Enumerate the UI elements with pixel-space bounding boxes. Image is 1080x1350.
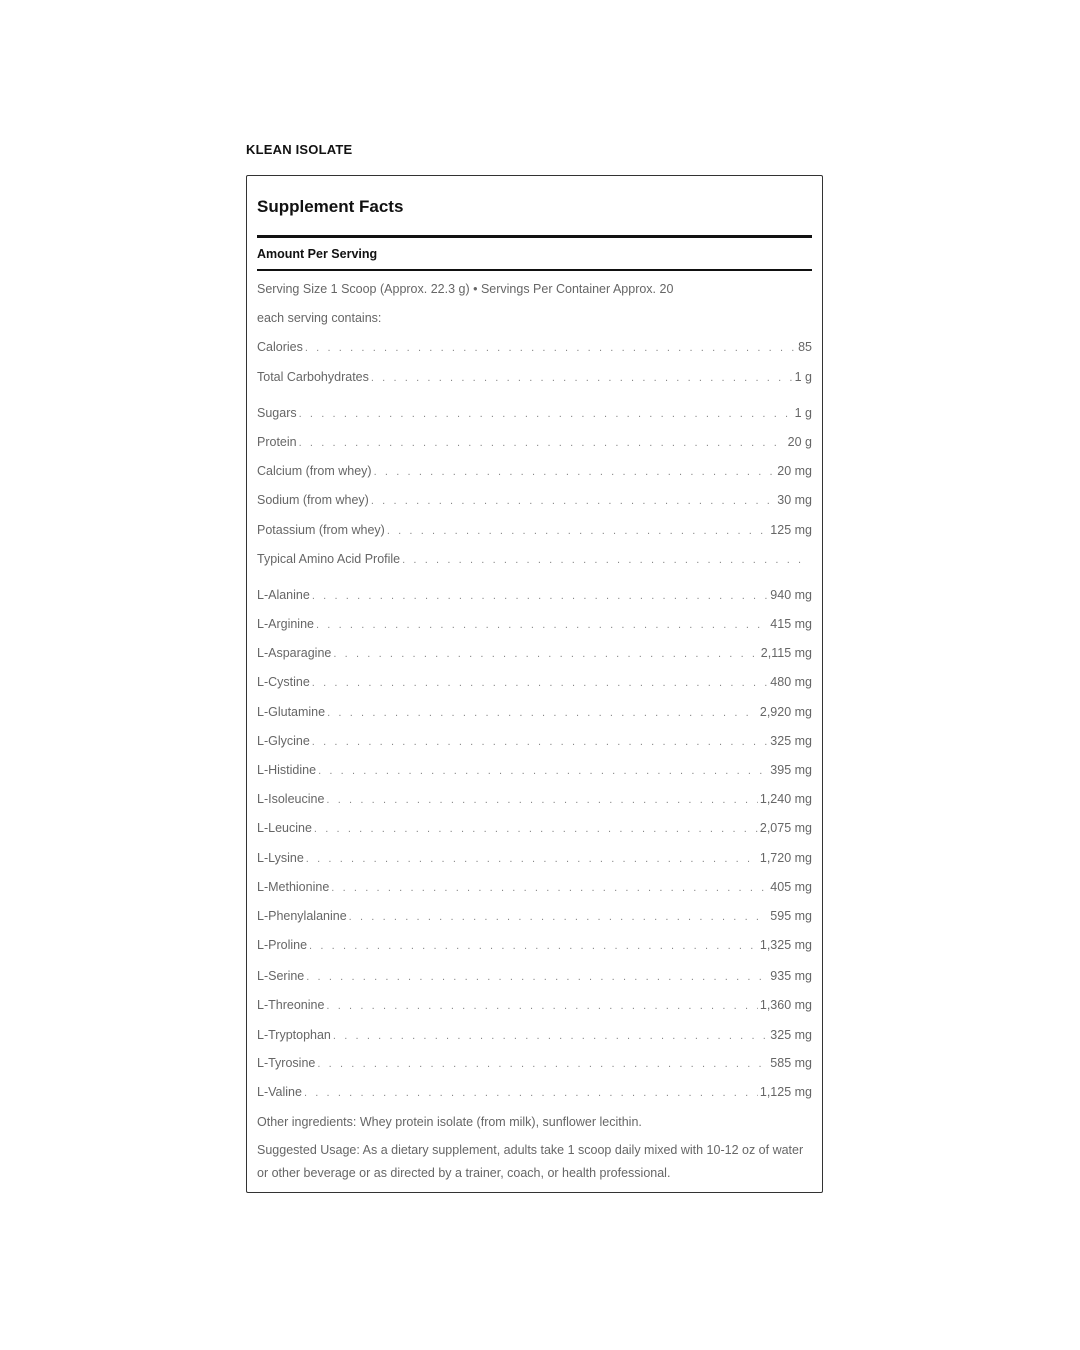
nutrient-label: Calories — [257, 340, 303, 354]
amino-acid-label: L-Valine — [257, 1085, 302, 1099]
dot-leader — [305, 340, 796, 356]
amino-acid-row — [257, 587, 812, 603]
nutrient-label: Total Carbohydrates — [257, 370, 369, 384]
nutrient-row — [257, 551, 812, 567]
dot-leader — [326, 792, 757, 808]
amino-acid-label: L-Glutamine — [257, 705, 326, 719]
dot-leader — [371, 370, 793, 386]
nutrient-row — [257, 522, 812, 538]
amino-acid-value: 935 mg — [770, 969, 812, 983]
amino-acid-row — [257, 1027, 812, 1043]
amino-acid-value: 2,920 mg — [759, 705, 812, 719]
amino-acid-label: L-Isoleucine — [257, 792, 325, 806]
suggested-usage: Suggested Usage: As a dietary supplement, adults take 1 scoop daily mixed with 10-12 oz of water or other beverage or as directed by a trainer, coach, or health professional. — [257, 1143, 804, 1180]
amount-per-serving-header: Amount Per Serving — [257, 247, 378, 261]
nutrient-row — [257, 369, 812, 385]
amino-acid-value: 1,325 mg — [759, 938, 812, 952]
nutrient-label: Potassium (from whey) — [257, 523, 385, 537]
thin-divider — [257, 269, 812, 271]
dot-leader — [312, 588, 768, 604]
nutrient-value: 30 mg — [777, 493, 812, 507]
amino-acid-row — [257, 997, 812, 1013]
dot-leader — [333, 1028, 768, 1044]
dot-leader — [304, 1085, 758, 1101]
nutrient-row — [257, 434, 812, 450]
dot-leader — [333, 646, 758, 662]
other-ingredients: Other ingredients: Whey protein isolate (from milk), sunflower lecithin. — [257, 1115, 642, 1129]
amino-acid-row — [257, 820, 812, 836]
amino-acid-row — [257, 850, 812, 866]
amino-acid-value: 395 mg — [770, 763, 812, 777]
nutrient-value: 125 mg — [770, 523, 812, 537]
amino-acid-row — [257, 791, 812, 807]
amino-acid-value: 940 mg — [770, 588, 812, 602]
nutrient-row — [257, 492, 812, 508]
amino-acid-label: L-Histidine — [257, 763, 317, 777]
amino-acid-value: 480 mg — [770, 675, 812, 689]
nutrient-label: Protein — [257, 435, 297, 449]
amino-acid-row — [257, 908, 812, 924]
amino-acid-value: 1,240 mg — [759, 792, 812, 806]
nutrient-label: Sodium (from whey) — [257, 493, 369, 507]
dot-leader — [349, 909, 769, 925]
amino-acid-row — [257, 704, 812, 720]
dot-leader — [312, 675, 769, 691]
amino-acid-value: 595 mg — [770, 909, 812, 923]
dot-leader — [299, 435, 786, 451]
amino-acid-label: L-Serine — [257, 969, 305, 983]
facts-title: Supplement Facts — [257, 197, 404, 216]
dot-leader — [326, 998, 757, 1014]
amino-acid-label: L-Leucine — [257, 821, 312, 835]
dot-leader — [306, 969, 768, 985]
nutrient-value: 20 g — [787, 435, 812, 449]
dot-leader — [316, 617, 768, 633]
amino-acid-label: L-Glycine — [257, 734, 310, 748]
amino-acid-label: L-Tryptophan — [257, 1028, 331, 1042]
nutrient-value: 1 g — [794, 370, 812, 384]
amino-acid-row — [257, 674, 812, 690]
amino-acid-row — [257, 937, 812, 953]
nutrient-row — [257, 339, 812, 355]
nutrient-label: Calcium (from whey) — [257, 464, 372, 478]
amino-acid-label: L-Lysine — [257, 851, 304, 865]
amino-acid-value: 2,115 mg — [760, 646, 812, 660]
amino-acid-row — [257, 645, 812, 661]
dot-leader — [317, 1056, 768, 1072]
amino-acid-row — [257, 1084, 812, 1100]
dot-leader — [299, 406, 793, 422]
amino-acid-label: L-Tyrosine — [257, 1056, 316, 1070]
amino-acid-row — [257, 733, 812, 749]
amino-acid-row — [257, 762, 812, 778]
amino-acid-label: L-Proline — [257, 938, 308, 952]
dot-leader — [314, 821, 758, 837]
amino-acid-label: L-Arginine — [257, 617, 314, 631]
dot-leader — [402, 552, 810, 568]
amino-acid-label: L-Alanine — [257, 588, 310, 602]
each-serving-label: each serving contains: — [257, 311, 382, 325]
nutrient-row — [257, 405, 812, 421]
amino-acid-value: 585 mg — [770, 1056, 812, 1070]
dot-leader — [371, 493, 775, 509]
amino-acid-row — [257, 616, 812, 632]
dot-leader — [387, 523, 768, 539]
product-name: KLEAN ISOLATE — [246, 142, 353, 157]
amino-acid-value: 1,720 mg — [759, 851, 812, 865]
amino-acid-value: 415 mg — [770, 617, 812, 631]
dot-leader — [309, 938, 758, 954]
nutrient-value: 1 g — [794, 406, 812, 420]
nutrient-value: 20 mg — [777, 464, 812, 478]
amino-acid-label: L-Methionine — [257, 880, 330, 894]
amino-acid-row — [257, 968, 812, 984]
dot-leader — [327, 705, 758, 721]
dot-leader — [318, 763, 768, 779]
thick-divider — [257, 235, 812, 238]
amino-acid-value: 325 mg — [770, 1028, 812, 1042]
amino-acid-row — [257, 1055, 812, 1071]
nutrient-label: Sugars — [257, 406, 297, 420]
nutrient-row — [257, 463, 812, 479]
amino-acid-value: 1,360 mg — [759, 998, 812, 1012]
supplement-facts-panel — [246, 175, 823, 1193]
nutrient-label: Typical Amino Acid Profile — [257, 552, 401, 566]
amino-acid-value: 2,075 mg — [759, 821, 812, 835]
amino-acid-label: L-Cystine — [257, 675, 310, 689]
amino-acid-label: L-Phenylalanine — [257, 909, 347, 923]
amino-acid-value: 325 mg — [770, 734, 812, 748]
amino-acid-value: 405 mg — [770, 880, 812, 894]
nutrient-value: 85 — [798, 340, 812, 354]
dot-leader — [312, 734, 769, 750]
serving-info: Serving Size 1 Scoop (Approx. 22.3 g) • Servings Per Container Approx. 20 — [257, 282, 674, 296]
dot-leader — [306, 851, 758, 867]
dot-leader — [331, 880, 768, 896]
dot-leader — [374, 464, 776, 480]
amino-acid-row — [257, 879, 812, 895]
amino-acid-value: 1,125 mg — [759, 1085, 812, 1099]
amino-acid-label: L-Threonine — [257, 998, 325, 1012]
amino-acid-label: L-Asparagine — [257, 646, 332, 660]
